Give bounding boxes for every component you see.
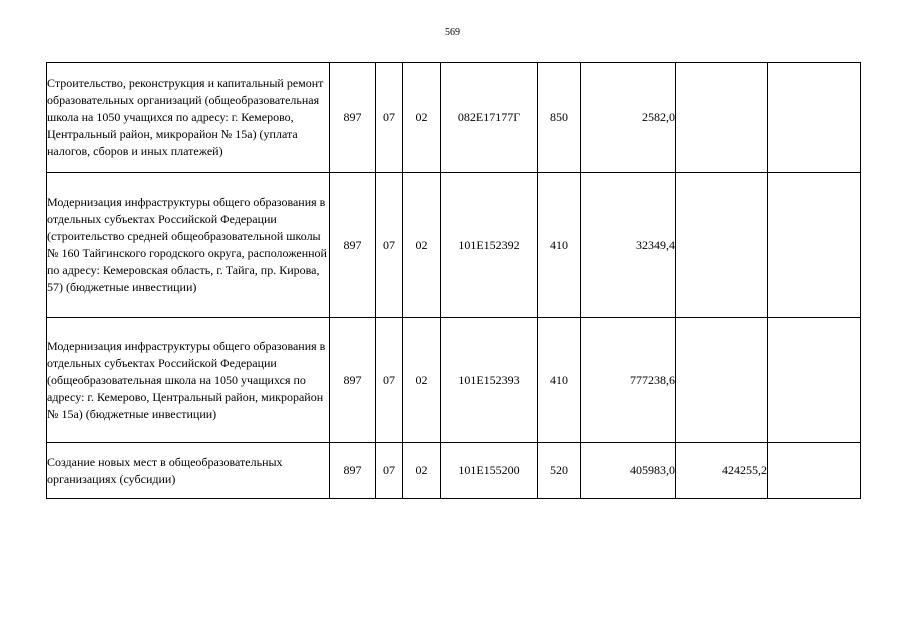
table-row	[47, 318, 861, 443]
amount-1: 777238,6	[581, 318, 676, 443]
target-article: 082Е17177Г	[441, 63, 538, 173]
amount-2: 424255,2	[676, 443, 768, 499]
expense-type: 410	[538, 318, 581, 443]
subsection-code: 02	[403, 318, 441, 443]
amount-3	[768, 443, 861, 499]
row-name: Строительство, реконструкция и капитальный ремонт образовательных организаций (общеобразовательная школа на 1050 учащихся по адресу: г. Кемерово, Центральный район, микрорайон № 15а) (уплата налогов, сборов и иных платежей)	[47, 63, 330, 173]
section-code: 07	[376, 443, 403, 499]
amount-3	[768, 63, 861, 173]
table-row	[47, 173, 861, 318]
budget-table	[46, 62, 861, 499]
amount-3	[768, 173, 861, 318]
subsection-code: 02	[403, 63, 441, 173]
ministry-code: 897	[330, 443, 376, 499]
amount-2	[676, 318, 768, 443]
table-row	[47, 443, 861, 499]
subsection-code: 02	[403, 443, 441, 499]
expense-type: 520	[538, 443, 581, 499]
expense-type: 410	[538, 173, 581, 318]
amount-1: 32349,4	[581, 173, 676, 318]
page-number: 569	[445, 27, 460, 38]
ministry-code: 897	[330, 63, 376, 173]
target-article: 101Е152392	[441, 173, 538, 318]
amount-2	[676, 63, 768, 173]
target-article: 101Е155200	[441, 443, 538, 499]
amount-1: 405983,0	[581, 443, 676, 499]
subsection-code: 02	[403, 173, 441, 318]
section-code: 07	[376, 318, 403, 443]
target-article: 101Е152393	[441, 318, 538, 443]
expense-type: 850	[538, 63, 581, 173]
row-name: Модернизация инфраструктуры общего образования в отдельных субъектах Российской Федерации (строительство средней общеобразовательной школы № 160 Тайгинского городского округа, расположенной по адресу: Кемеровская область, г. Тайга, пр. Кирова, 57) (бюджетные инвестиции)	[47, 173, 330, 318]
row-name: Модернизация инфраструктуры общего образования в отдельных субъектах Российской Федерации (общеобразовательная школа на 1050 учащихся по адресу: г. Кемерово, Центральный район, микрорайон № 15а) (бюджетные инвестиции)	[47, 318, 330, 443]
ministry-code: 897	[330, 173, 376, 318]
amount-2	[676, 173, 768, 318]
amount-3	[768, 318, 861, 443]
table-row	[47, 63, 861, 173]
section-code: 07	[376, 173, 403, 318]
ministry-code: 897	[330, 318, 376, 443]
amount-1: 2582,0	[581, 63, 676, 173]
row-name: Создание новых мест в общеобразовательных организациях (субсидии)	[47, 443, 330, 499]
section-code: 07	[376, 63, 403, 173]
